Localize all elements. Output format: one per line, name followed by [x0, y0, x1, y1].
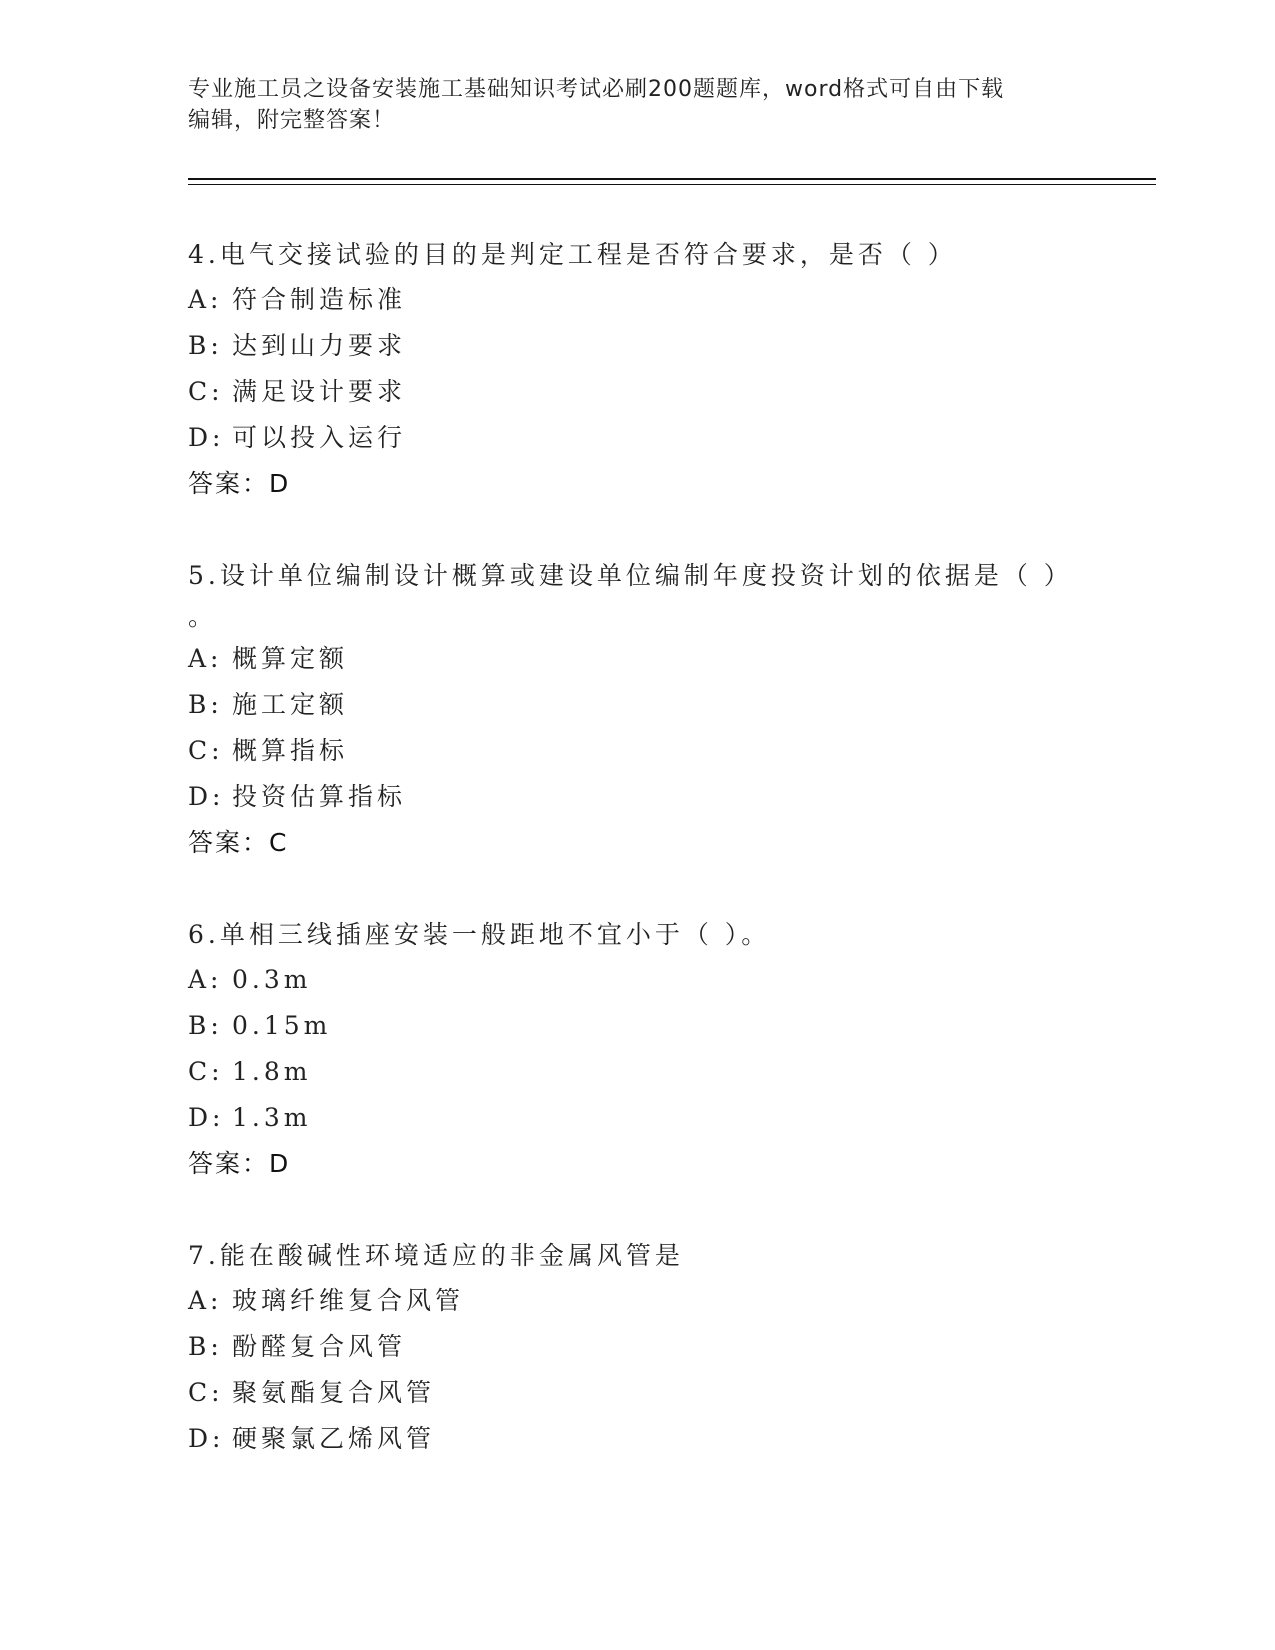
- option-letter: D:: [188, 1424, 225, 1453]
- option-text: 酚醛复合风管: [232, 1332, 407, 1361]
- question-list: [188, 232, 1088, 1508]
- answer-line: 答案：C: [188, 828, 289, 857]
- option-letter: A:: [188, 965, 223, 994]
- answer-line: 答案：D: [188, 469, 291, 498]
- option-b: [188, 1324, 1088, 1370]
- question-title-continuation: 。: [188, 602, 218, 631]
- question-title: 5.设计单位编制设计概算或建设单位编制年度投资计划的依据是（ ）: [188, 561, 1073, 590]
- question-title: 6.单相三线插座安装一般距地不宜小于（ ）。: [188, 920, 771, 949]
- question-title: 4.电气交接试验的目的是判定工程是否符合要求，是否（ ）: [188, 240, 957, 269]
- option-text: 概算指标: [232, 736, 349, 765]
- option-text: 硬聚氯乙烯风管: [232, 1424, 436, 1453]
- header-title-line-2: 编辑，附完整答案！: [188, 108, 396, 133]
- option-letter: A:: [188, 644, 223, 673]
- option-letter: B:: [188, 331, 223, 360]
- header-divider-thick: [188, 178, 1156, 180]
- option-d: [188, 1416, 1088, 1462]
- question-6: [188, 912, 1088, 1187]
- option-text: 满足设计要求: [232, 377, 407, 406]
- option-letter: D:: [188, 782, 225, 811]
- option-b: [188, 323, 1088, 369]
- option-a: [188, 957, 1088, 1003]
- option-letter: C:: [188, 1378, 224, 1407]
- option-b: [188, 1003, 1088, 1049]
- option-letter: A:: [188, 285, 223, 314]
- header-title-line-1: 专业施工员之设备安装施工基础知识考试必刷200题题库，word格式可自由下载: [188, 77, 1005, 102]
- option-text: 概算定额: [232, 644, 349, 673]
- answer-line: 答案：D: [188, 1149, 291, 1178]
- option-b: [188, 682, 1088, 728]
- option-letter: D:: [188, 423, 225, 452]
- option-letter: C:: [188, 377, 224, 406]
- option-a: [188, 1278, 1088, 1324]
- option-a: [188, 277, 1088, 323]
- option-text: 0.3m: [232, 965, 312, 994]
- option-text: 可以投入运行: [232, 423, 407, 452]
- option-text: 聚氨酯复合风管: [232, 1378, 436, 1407]
- option-c: [188, 369, 1088, 415]
- option-c: [188, 728, 1088, 774]
- option-text: 符合制造标准: [232, 285, 407, 314]
- option-letter: D:: [188, 1103, 225, 1132]
- option-letter: C:: [188, 736, 224, 765]
- option-d: [188, 415, 1088, 461]
- option-text: 0.15m: [232, 1011, 332, 1040]
- header-divider-thin: [188, 184, 1156, 185]
- option-text: 玻璃纤维复合风管: [232, 1286, 465, 1315]
- option-text: 施工定额: [232, 690, 349, 719]
- question-7: [188, 1233, 1088, 1462]
- option-a: [188, 636, 1088, 682]
- option-letter: C:: [188, 1057, 224, 1086]
- option-letter: B:: [188, 1332, 223, 1361]
- option-letter: A:: [188, 1286, 223, 1315]
- question-title: 7.能在酸碱性环境适应的非金属风管是: [188, 1241, 684, 1270]
- option-letter: B:: [188, 1011, 223, 1040]
- question-4: [188, 232, 1088, 507]
- option-text: 投资估算指标: [232, 782, 407, 811]
- option-letter: B:: [188, 690, 223, 719]
- option-d: [188, 774, 1088, 820]
- page-header: [188, 74, 1068, 136]
- option-text: 达到山力要求: [232, 331, 407, 360]
- option-text: 1.8m: [232, 1057, 312, 1086]
- option-c: [188, 1370, 1088, 1416]
- option-d: [188, 1095, 1088, 1141]
- option-c: [188, 1049, 1088, 1095]
- question-5: [188, 553, 1088, 866]
- option-text: 1.3m: [232, 1103, 312, 1132]
